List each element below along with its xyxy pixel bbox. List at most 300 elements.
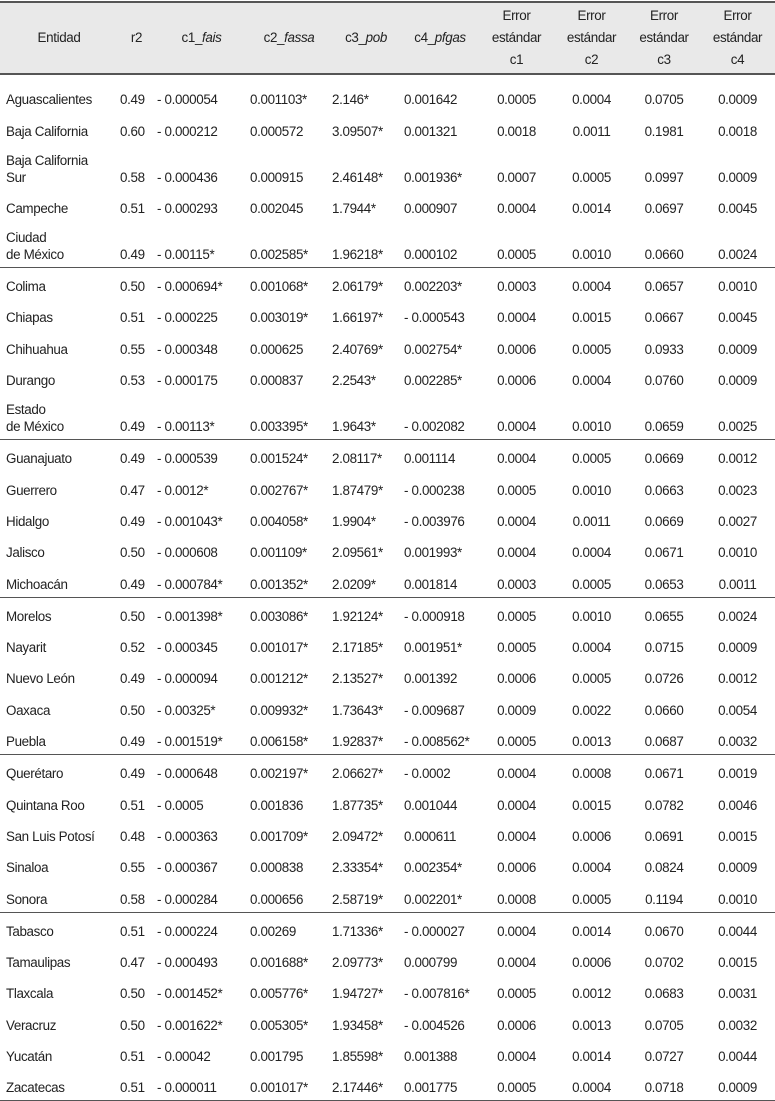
table-row bbox=[0, 74, 775, 112]
cell-entidad: Aguascalientes bbox=[6, 92, 92, 108]
cell-error-c3: 0.0718 bbox=[628, 1069, 700, 1101]
cell-error-c2: 0.0006 bbox=[572, 828, 611, 844]
cell-c1-fais: - 0.000224 bbox=[157, 923, 218, 939]
header-variable: pfgas bbox=[434, 30, 466, 45]
cell-entidad: San Luis Potosí bbox=[6, 828, 95, 844]
cell-error-c3: 0.1981 bbox=[644, 123, 684, 139]
cell-c4-pfgas: - 0.007816* bbox=[404, 986, 470, 1002]
cell-error-c1: 0.0004 bbox=[497, 955, 536, 971]
header-line: estándar bbox=[639, 30, 689, 45]
cell-r2: 0.52 bbox=[120, 640, 145, 656]
cell-c3-pob: 2.146* bbox=[332, 92, 369, 108]
header-line: c2 bbox=[584, 52, 599, 67]
table-row bbox=[0, 565, 775, 597]
cell-error-c2: 0.0004 bbox=[572, 373, 611, 389]
cell-error-c1: 0.0018 bbox=[497, 123, 536, 139]
cell-error-c4: 0.0009 bbox=[718, 92, 757, 108]
cell-r2: 0.55 bbox=[120, 860, 145, 876]
header-prefix: c1_ bbox=[181, 30, 203, 45]
cell-c2-fassa: 0.001103* bbox=[250, 92, 307, 108]
cell-c3-pob: 2.13527* bbox=[332, 671, 383, 687]
cell-c4-pfgas: - 0.000918 bbox=[404, 608, 465, 624]
table-row bbox=[0, 660, 775, 691]
table-row bbox=[0, 786, 775, 817]
column-header-c1-fais bbox=[155, 2, 248, 74]
cell-error-c2: 0.0006 bbox=[572, 955, 611, 971]
cell-c2-fassa: 0.001524* bbox=[250, 451, 308, 467]
cell-c3-pob: 2.09773* bbox=[332, 955, 383, 971]
cell-r2: 0.49 bbox=[120, 766, 145, 782]
cell-r2: 0.51 bbox=[120, 923, 145, 939]
cell-error-c4: 0.0009 bbox=[718, 341, 757, 357]
cell-r2: 0.49 bbox=[120, 513, 145, 529]
cell-c3-pob: 2.40769* bbox=[332, 341, 383, 357]
cell-error-c3: 0.0997 bbox=[644, 169, 684, 185]
cell-error-c1: 0.0005 bbox=[497, 986, 536, 1002]
cell-error-c1: 0.0006 bbox=[497, 1017, 536, 1033]
cell-error-c1: 0.0004 bbox=[497, 451, 536, 467]
cell-error-c4: 0.0012 bbox=[718, 671, 757, 687]
cell-c4-pfgas: - 0.002082 bbox=[402, 393, 478, 440]
cell-r2: 0.49 bbox=[120, 451, 145, 467]
cell-entidad: Baja California Sur bbox=[6, 152, 88, 185]
cell-error-c2: 0.0005 bbox=[572, 671, 611, 687]
cell-error-c2: 0.0004 bbox=[572, 279, 611, 295]
cell-c1-fais: - 0.000345 bbox=[157, 640, 218, 656]
cell-error-c2: 0.0014 bbox=[572, 200, 611, 216]
cell-c3-pob: 1.87479* bbox=[332, 482, 383, 498]
cell-c3-pob: 1.85598* bbox=[332, 1049, 383, 1065]
cell-r2: 0.58 bbox=[120, 169, 145, 185]
header-variable: fassa bbox=[284, 30, 315, 45]
table-row bbox=[0, 912, 775, 944]
cell-c4-pfgas: 0.001114 bbox=[404, 451, 456, 467]
cell-error-c4: 0.0023 bbox=[718, 482, 757, 498]
cell-error-c2: 0.0004 bbox=[572, 545, 611, 561]
cell-error-c4: 0.0031 bbox=[718, 986, 757, 1002]
cell-c1-fais: - 0.000054 bbox=[157, 92, 218, 108]
cell-c2-fassa: 0.002197* bbox=[250, 766, 308, 782]
header-line: Error bbox=[649, 8, 678, 23]
table-row bbox=[0, 299, 775, 330]
cell-r2: 0.60 bbox=[120, 123, 145, 139]
cell-error-c2: 0.0010 bbox=[572, 482, 611, 498]
header-line: estándar bbox=[712, 30, 763, 45]
table-row bbox=[0, 944, 775, 975]
cell-c1-fais: - 0.000436 bbox=[157, 169, 218, 185]
cell-error-c1: 0.0005 bbox=[497, 608, 536, 624]
cell-c1-fais: - 0.0012* bbox=[157, 482, 209, 498]
cell-error-c4: 0.0010 bbox=[718, 279, 757, 295]
table-row bbox=[0, 755, 775, 787]
cell-error-c3: 0.0655 bbox=[644, 608, 684, 624]
table-row bbox=[0, 503, 775, 534]
cell-c2-fassa: 0.00269 bbox=[250, 923, 296, 939]
cell-error-c4: 0.0024 bbox=[700, 221, 775, 268]
cell-error-c4: 0.0018 bbox=[718, 123, 757, 139]
table-row bbox=[0, 221, 775, 268]
table-row bbox=[0, 534, 775, 565]
cell-c1-fais: - 0.00325* bbox=[157, 702, 216, 718]
cell-c1-fais: - 0.000539 bbox=[157, 451, 218, 467]
cell-c3-pob: 2.58719* bbox=[330, 880, 402, 912]
cell-c4-pfgas: 0.001388 bbox=[404, 1049, 458, 1065]
cell-error-c2: 0.0008 bbox=[572, 766, 611, 782]
column-header-error-c2 bbox=[555, 2, 628, 74]
cell-c4-pfgas: 0.001044 bbox=[404, 797, 458, 813]
cell-c1-fais: - 0.0005 bbox=[157, 797, 204, 813]
column-header-entidad: Entidad bbox=[37, 30, 81, 45]
cell-c2-fassa: 0.004058* bbox=[250, 513, 308, 529]
cell-c4-pfgas: - 0.000027 bbox=[404, 923, 465, 939]
cell-entidad: Tabasco bbox=[6, 923, 54, 939]
cell-error-c1: 0.0004 bbox=[497, 766, 536, 782]
cell-error-c1: 0.0003 bbox=[478, 565, 555, 597]
cell-c2-fassa: 0.005776* bbox=[250, 986, 308, 1002]
cell-c4-pfgas: 0.001775 bbox=[402, 1069, 478, 1101]
cell-error-c3: 0.0705 bbox=[644, 1017, 684, 1033]
cell-error-c4: 0.0009 bbox=[718, 860, 757, 876]
cell-r2: 0.55 bbox=[120, 341, 145, 357]
cell-error-c4: 0.0015 bbox=[718, 828, 757, 844]
cell-error-c2: 0.0012 bbox=[572, 986, 611, 1002]
cell-c3-pob: 1.66197* bbox=[332, 310, 383, 326]
cell-c4-pfgas: 0.002354* bbox=[404, 860, 462, 876]
cell-error-c1: 0.0009 bbox=[497, 702, 536, 718]
column-header-c4-pfgas bbox=[402, 2, 478, 74]
cell-error-c3: 0.0660 bbox=[644, 702, 684, 718]
cell-c2-fassa: 0.000572 bbox=[250, 123, 304, 139]
column-header-c3-pob bbox=[330, 2, 402, 74]
header-prefix: c4_ bbox=[414, 30, 435, 45]
cell-error-c4: 0.0009 bbox=[700, 1069, 775, 1101]
cell-error-c2: 0.0014 bbox=[572, 1049, 611, 1065]
cell-entidad: Guanajuato bbox=[6, 451, 72, 467]
table-row bbox=[0, 597, 775, 629]
cell-r2: 0.50 bbox=[120, 279, 145, 295]
table-row bbox=[0, 818, 775, 849]
table-row bbox=[0, 440, 775, 472]
cell-error-c4: 0.0046 bbox=[718, 797, 757, 813]
cell-c3-pob: 1.7944* bbox=[332, 200, 376, 216]
cell-error-c1: 0.0003 bbox=[497, 279, 536, 295]
table-row bbox=[0, 267, 775, 299]
column-header-error-c4 bbox=[700, 2, 775, 74]
cell-c2-fassa: 0.000837 bbox=[250, 373, 304, 389]
cell-entidad: Durango bbox=[6, 373, 55, 389]
column-header-c2-fassa bbox=[248, 2, 330, 74]
cell-c4-pfgas: 0.000611 bbox=[404, 828, 457, 844]
table-header bbox=[0, 2, 775, 74]
cell-c4-pfgas: 0.000907 bbox=[404, 200, 458, 216]
cell-r2: 0.50 bbox=[120, 608, 145, 624]
cell-r2: 0.51 bbox=[120, 200, 145, 216]
cell-entidad: Querétaro bbox=[6, 766, 64, 782]
cell-error-c2: 0.0005 bbox=[555, 565, 628, 597]
cell-c1-fais: - 0.000348 bbox=[157, 341, 218, 357]
cell-c3-pob: 1.93458* bbox=[332, 1017, 383, 1033]
cell-entidad: Tamaulipas bbox=[6, 955, 71, 971]
cell-c2-fassa: 0.009932* bbox=[250, 702, 308, 718]
cell-c4-pfgas: 0.000102 bbox=[402, 221, 478, 268]
cell-error-c1: 0.0004 bbox=[497, 310, 536, 326]
cell-r2: 0.51 bbox=[120, 1049, 145, 1065]
cell-entidad: Hidalgo bbox=[6, 513, 49, 529]
cell-r2: 0.47 bbox=[120, 482, 145, 498]
cell-entidad: Guerrero bbox=[6, 482, 57, 498]
header-line: Error bbox=[577, 8, 606, 23]
cell-error-c3: 0.0657 bbox=[644, 279, 684, 295]
cell-error-c4: 0.0024 bbox=[718, 608, 757, 624]
cell-c1-fais: - 0.000363 bbox=[157, 828, 218, 844]
cell-r2: 0.51 bbox=[120, 310, 145, 326]
cell-entidad: Michoacán bbox=[0, 565, 118, 597]
cell-c4-pfgas: - 0.000238 bbox=[404, 482, 465, 498]
cell-error-c3: 0.0727 bbox=[644, 1049, 684, 1065]
cell-c4-pfgas: - 0.0002 bbox=[404, 766, 451, 782]
cell-error-c3: 0.0659 bbox=[628, 393, 700, 440]
cell-error-c2: 0.0015 bbox=[572, 310, 611, 326]
cell-c1-fais: - 0.00115* bbox=[155, 221, 248, 268]
cell-c4-pfgas: 0.002203* bbox=[404, 279, 462, 295]
cell-c2-fassa: 0.001688* bbox=[250, 955, 308, 971]
cell-r2: 0.49 bbox=[118, 565, 155, 597]
cell-c2-fassa: 0.000656 bbox=[248, 880, 330, 912]
header-variable: fais bbox=[202, 30, 222, 45]
cell-c4-pfgas: 0.002285* bbox=[404, 373, 462, 389]
cell-c4-pfgas: 0.001392 bbox=[404, 671, 458, 687]
cell-c3-pob: 2.08117* bbox=[332, 451, 382, 467]
cell-error-c3: 0.0669 bbox=[644, 451, 684, 467]
cell-c2-fassa: 0.001836 bbox=[250, 797, 304, 813]
cell-error-c2: 0.0004 bbox=[572, 640, 611, 656]
cell-error-c3: 0.0702 bbox=[644, 955, 684, 971]
cell-r2: 0.49 bbox=[118, 221, 155, 268]
cell-entidad: Nuevo León bbox=[6, 671, 75, 687]
cell-c1-fais: - 0.000094 bbox=[157, 671, 218, 687]
cell-error-c1: 0.0004 bbox=[497, 200, 536, 216]
cell-r2: 0.51 bbox=[120, 797, 145, 813]
cell-c2-fassa: 0.006158* bbox=[248, 723, 330, 755]
cell-error-c1: 0.0006 bbox=[497, 671, 536, 687]
cell-error-c3: 0.0691 bbox=[644, 828, 684, 844]
cell-error-c2: 0.0005 bbox=[555, 880, 628, 912]
cell-error-c3: 0.1194 bbox=[628, 880, 700, 912]
cell-c2-fassa: 0.001709* bbox=[250, 828, 308, 844]
cell-c4-pfgas: - 0.009687 bbox=[404, 702, 465, 718]
cell-c3-pob: 2.17446* bbox=[330, 1069, 402, 1101]
cell-c1-fais: - 0.001043* bbox=[157, 513, 223, 529]
cell-error-c2: 0.0010 bbox=[555, 393, 628, 440]
cell-c2-fassa: 0.000625 bbox=[250, 341, 304, 357]
cell-c1-fais: - 0.000608 bbox=[157, 545, 218, 561]
cell-c3-pob: 2.33354* bbox=[332, 860, 383, 876]
header-prefix: c3_ bbox=[345, 30, 366, 45]
cell-error-c4: 0.0009 bbox=[718, 373, 757, 389]
header-line: Error bbox=[502, 8, 531, 23]
cell-r2: 0.50 bbox=[120, 1017, 145, 1033]
cell-c1-fais: - 0.000367 bbox=[157, 860, 218, 876]
cell-error-c3: 0.0697 bbox=[644, 200, 684, 216]
cell-c1-fais: - 0.000493 bbox=[157, 955, 218, 971]
cell-c4-pfgas: 0.001814 bbox=[402, 565, 478, 597]
table-row bbox=[0, 723, 775, 755]
cell-error-c1: 0.0005 bbox=[478, 1069, 555, 1101]
table-row bbox=[0, 393, 775, 440]
cell-r2: 0.51 bbox=[118, 1069, 155, 1101]
table-row bbox=[0, 330, 775, 361]
cell-error-c2: 0.0014 bbox=[572, 923, 611, 939]
cell-entidad: Jalisco bbox=[6, 545, 45, 561]
cell-error-c2: 0.0013 bbox=[555, 723, 628, 755]
cell-entidad: Yucatán bbox=[6, 1049, 52, 1065]
cell-c4-pfgas: - 0.000543 bbox=[404, 310, 465, 326]
cell-error-c3: 0.0663 bbox=[644, 482, 684, 498]
cell-error-c3: 0.0671 bbox=[644, 766, 684, 782]
cell-c2-fassa: 0.003086* bbox=[250, 608, 308, 624]
cell-error-c2: 0.0010 bbox=[572, 608, 611, 624]
cell-c3-pob: 1.71336* bbox=[332, 923, 383, 939]
cell-c2-fassa: 0.001068* bbox=[250, 279, 308, 295]
cell-entidad: Estado de México bbox=[0, 393, 118, 440]
cell-entidad: Zacatecas bbox=[0, 1069, 118, 1101]
cell-c3-pob: 1.94727* bbox=[332, 986, 383, 1002]
cell-c3-pob: 1.92837* bbox=[330, 723, 402, 755]
cell-error-c3: 0.0683 bbox=[644, 986, 684, 1002]
column-header-error-c1 bbox=[478, 2, 555, 74]
cell-entidad: Colima bbox=[6, 279, 46, 295]
cell-c2-fassa: 0.005305* bbox=[250, 1017, 308, 1033]
cell-error-c3: 0.0667 bbox=[644, 310, 684, 326]
cell-error-c1: 0.0006 bbox=[497, 373, 536, 389]
cell-c3-pob: 1.73643* bbox=[332, 702, 383, 718]
cell-entidad: Campeche bbox=[6, 200, 68, 216]
cell-c1-fais: - 0.000784* bbox=[155, 565, 248, 597]
cell-error-c4: 0.0015 bbox=[718, 955, 757, 971]
cell-c1-fais: - 0.000284 bbox=[155, 880, 248, 912]
cell-c2-fassa: 0.002045 bbox=[250, 200, 304, 216]
cell-r2: 0.58 bbox=[118, 880, 155, 912]
cell-c3-pob: 2.2543* bbox=[332, 373, 376, 389]
cell-error-c4: 0.0044 bbox=[718, 923, 757, 939]
cell-c4-pfgas: 0.001936* bbox=[404, 169, 462, 185]
cell-r2: 0.48 bbox=[120, 828, 145, 844]
table-row bbox=[0, 471, 775, 502]
cell-entidad: Morelos bbox=[6, 608, 52, 624]
cell-error-c1: 0.0005 bbox=[478, 723, 555, 755]
cell-c3-pob: 1.9904* bbox=[332, 513, 376, 529]
cell-r2: 0.49 bbox=[118, 723, 155, 755]
cell-c3-pob: 2.09561* bbox=[332, 545, 383, 561]
cell-error-c2: 0.0004 bbox=[572, 92, 611, 108]
table-row bbox=[0, 849, 775, 880]
cell-c1-fais: - 0.000648 bbox=[157, 766, 218, 782]
header-line: Error bbox=[723, 8, 752, 23]
cell-c1-fais: - 0.000293 bbox=[157, 200, 218, 216]
cell-c3-pob: 2.06179* bbox=[332, 279, 383, 295]
cell-error-c4: 0.0045 bbox=[718, 200, 757, 216]
cell-c2-fassa: 0.003019* bbox=[250, 310, 308, 326]
cell-error-c3: 0.0671 bbox=[644, 545, 684, 561]
cell-error-c1: 0.0004 bbox=[478, 393, 555, 440]
cell-error-c2: 0.0015 bbox=[572, 797, 611, 813]
table-row bbox=[0, 691, 775, 722]
cell-error-c1: 0.0005 bbox=[497, 640, 536, 656]
cell-error-c2: 0.0013 bbox=[572, 1017, 611, 1033]
cell-c4-pfgas: 0.002754* bbox=[404, 341, 462, 357]
cell-error-c4: 0.0045 bbox=[718, 310, 757, 326]
cell-c4-pfgas: 0.000799 bbox=[404, 955, 458, 971]
cell-error-c3: 0.0660 bbox=[628, 221, 700, 268]
cell-error-c4: 0.0011 bbox=[700, 565, 775, 597]
cell-c1-fais: - 0.001452* bbox=[157, 986, 223, 1002]
header-line: c4 bbox=[730, 52, 745, 67]
cell-c3-pob: 3.09507* bbox=[332, 123, 383, 139]
cell-c2-fassa: 0.002767* bbox=[250, 482, 308, 498]
cell-error-c3: 0.0782 bbox=[644, 797, 684, 813]
cell-c3-pob: 2.09472* bbox=[332, 828, 383, 844]
cell-error-c1: 0.0006 bbox=[497, 341, 536, 357]
cell-error-c4: 0.0010 bbox=[718, 545, 757, 561]
cell-c4-pfgas: 0.001642 bbox=[404, 92, 458, 108]
cell-entidad: Sonora bbox=[0, 880, 118, 912]
cell-entidad: Nayarit bbox=[6, 640, 46, 656]
cell-error-c3: 0.0687 bbox=[628, 723, 700, 755]
cell-error-c4: 0.0054 bbox=[718, 702, 757, 718]
cell-c1-fais: - 0.001398* bbox=[157, 608, 223, 624]
cell-c2-fassa: 0.000838 bbox=[250, 860, 304, 876]
cell-c4-pfgas: 0.001951* bbox=[404, 640, 462, 656]
results-table bbox=[0, 1, 775, 1101]
cell-error-c4: 0.0012 bbox=[718, 451, 757, 467]
cell-c2-fassa: 0.000915 bbox=[250, 169, 304, 185]
cell-error-c3: 0.0715 bbox=[644, 640, 684, 656]
cell-error-c3: 0.0824 bbox=[644, 860, 684, 876]
cell-c1-fais: - 0.000175 bbox=[157, 373, 218, 389]
cell-r2: 0.47 bbox=[120, 955, 145, 971]
cell-c4-pfgas: - 0.008562* bbox=[402, 723, 478, 755]
cell-error-c1: 0.0004 bbox=[497, 923, 536, 939]
cell-c3-pob: 1.9643* bbox=[330, 393, 402, 440]
cell-error-c2: 0.0004 bbox=[555, 1069, 628, 1101]
cell-c3-pob: 2.46148* bbox=[332, 169, 383, 185]
cell-error-c1: 0.0007 bbox=[497, 169, 536, 185]
cell-c2-fassa: 0.001017* bbox=[250, 640, 308, 656]
cell-c2-fassa: 0.002585* bbox=[248, 221, 330, 268]
cell-entidad: Veracruz bbox=[6, 1017, 57, 1033]
cell-r2: 0.49 bbox=[120, 671, 145, 687]
cell-error-c1: 0.0004 bbox=[497, 545, 536, 561]
cell-error-c1: 0.0005 bbox=[497, 92, 536, 108]
cell-c4-pfgas: - 0.003976 bbox=[404, 513, 465, 529]
cell-c2-fassa: 0.003395* bbox=[248, 393, 330, 440]
table-body bbox=[0, 74, 775, 1101]
cell-entidad: Quintana Roo bbox=[6, 797, 85, 813]
cell-error-c1: 0.0004 bbox=[497, 1049, 536, 1065]
header-row bbox=[0, 2, 775, 74]
cell-error-c1: 0.0004 bbox=[497, 797, 536, 813]
cell-c2-fassa: 0.001352* bbox=[248, 565, 330, 597]
table-row bbox=[0, 1038, 775, 1069]
cell-c3-pob: 1.96218* bbox=[330, 221, 402, 268]
cell-c3-pob: 1.92124* bbox=[332, 608, 383, 624]
table-row bbox=[0, 190, 775, 221]
cell-r2: 0.50 bbox=[120, 702, 145, 718]
cell-r2: 0.50 bbox=[120, 986, 145, 1002]
cell-c1-fais: - 0.00042 bbox=[157, 1049, 211, 1065]
cell-c1-fais: - 0.001519* bbox=[155, 723, 248, 755]
cell-r2: 0.49 bbox=[118, 393, 155, 440]
